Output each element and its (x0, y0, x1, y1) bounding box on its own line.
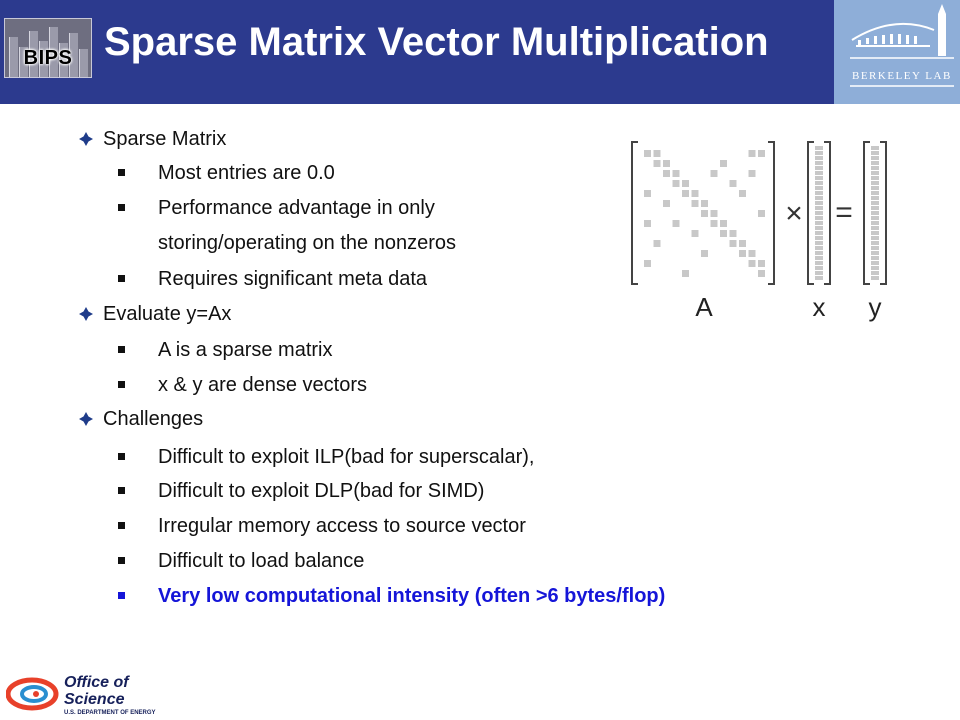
matrix-nonzero-cell (682, 190, 689, 197)
vector-cell (815, 231, 823, 235)
vector-cell (815, 181, 823, 185)
spmv-diagram-svg (622, 136, 902, 336)
square-bullet-icon (118, 592, 125, 599)
matrix-nonzero-cell (749, 260, 756, 267)
square-bullet-icon (118, 522, 125, 529)
sub-bullet: x & y are dense vectors (158, 374, 367, 397)
sub-bullet: Most entries are 0.0 (158, 162, 335, 185)
matrix-nonzero-cell (673, 220, 680, 227)
matrix-nonzero-cell (682, 180, 689, 187)
vector-cell (871, 186, 879, 190)
vector-cell (871, 266, 879, 270)
bullet-sparse-matrix: Sparse Matrix (103, 128, 226, 151)
matrix-nonzero-cell (701, 210, 708, 217)
spmv-diagram (622, 136, 902, 341)
vector-cell (871, 246, 879, 250)
vector-cell (871, 221, 879, 225)
office-of-science-title: Office of Science (64, 674, 129, 708)
sub-bullet-highlight: Very low computational intensity (often >6 bytes/flop) (158, 585, 665, 608)
vector-y (864, 142, 886, 284)
vector-cell (871, 241, 879, 245)
bips-logo (4, 18, 92, 78)
vector-cell (815, 251, 823, 255)
square-bullet-icon (118, 557, 125, 564)
matrix-nonzero-cell (644, 220, 651, 227)
sub-bullet: Performance advantage in only (158, 197, 435, 220)
sub-bullet: Requires significant meta data (158, 268, 427, 291)
sub-bullet: Difficult to load balance (158, 550, 364, 573)
vector-cell (871, 206, 879, 210)
vector-cell (871, 211, 879, 215)
square-bullet-icon (118, 275, 125, 282)
matrix-nonzero-cell (758, 150, 765, 157)
title-bar (0, 0, 960, 104)
square-bullet-icon (118, 346, 125, 353)
vector-cell (871, 151, 879, 155)
matrix-nonzero-cell (749, 250, 756, 257)
matrix-nonzero-cell (654, 150, 661, 157)
diamond-bullet-icon (79, 307, 93, 321)
vector-cell (815, 176, 823, 180)
matrix-nonzero-cell (692, 230, 699, 237)
sub-bullet: Irregular memory access to source vector (158, 515, 526, 538)
vector-cell (871, 166, 879, 170)
matrix-nonzero-cell (711, 220, 718, 227)
matrix-nonzero-cell (663, 170, 670, 177)
vector-cell (815, 271, 823, 275)
vector-cell (871, 216, 879, 220)
matrix-nonzero-cell (701, 200, 708, 207)
vector-cell (815, 211, 823, 215)
matrix-nonzero-cell (654, 160, 661, 167)
sub-bullet: Difficult to exploit DLP(bad for SIMD) (158, 480, 484, 503)
matrix-nonzero-cell (644, 260, 651, 267)
vector-cell (815, 221, 823, 225)
matrix-nonzero-cell (749, 150, 756, 157)
matrix-nonzero-cell (654, 240, 661, 247)
vector-cell (871, 276, 879, 280)
vector-y-label: y (868, 292, 882, 322)
lab-building-icon (834, 0, 960, 104)
matrix-nonzero-cell (644, 190, 651, 197)
berkeley-lab-text: BERKELEY LAB (852, 70, 952, 82)
vector-cell (871, 261, 879, 265)
matrix-nonzero-cell (749, 170, 756, 177)
vector-cell (871, 226, 879, 230)
matrix-nonzero-cell (692, 200, 699, 207)
matrix-nonzero-cell (758, 210, 765, 217)
vector-cell (815, 266, 823, 270)
vector-cell (871, 171, 879, 175)
matrix-nonzero-cell (663, 200, 670, 207)
vector-cell (815, 201, 823, 205)
vector-cell (871, 156, 879, 160)
vector-cell (871, 201, 879, 205)
square-bullet-icon (118, 381, 125, 388)
vector-cell (815, 151, 823, 155)
vector-cell (815, 226, 823, 230)
matrix-nonzero-cell (720, 230, 727, 237)
vector-cell (871, 176, 879, 180)
vector-cell (871, 271, 879, 275)
vector-cell (815, 241, 823, 245)
vector-cell (815, 236, 823, 240)
diamond-bullet-icon (79, 132, 93, 146)
sub-bullet: A is a sparse matrix (158, 339, 333, 362)
vector-cell (815, 196, 823, 200)
matrix-nonzero-cell (739, 240, 746, 247)
vector-cell (871, 196, 879, 200)
vector-cell (815, 166, 823, 170)
vector-cell (815, 191, 823, 195)
square-bullet-icon (118, 487, 125, 494)
matrix-nonzero-cell (673, 170, 680, 177)
doe-swirl-icon (6, 670, 62, 718)
vector-cell (815, 171, 823, 175)
matrix-nonzero-cell (730, 240, 737, 247)
matrix-nonzero-cell (720, 220, 727, 227)
vector-cell (815, 161, 823, 165)
vector-cell (871, 231, 879, 235)
matrix-nonzero-cell (739, 250, 746, 257)
vector-cell (815, 206, 823, 210)
square-bullet-icon (118, 169, 125, 176)
matrix-nonzero-cell (692, 190, 699, 197)
matrix-nonzero-cell (673, 180, 680, 187)
matrix-nonzero-cell (663, 160, 670, 167)
vector-x-label: x (812, 292, 826, 322)
bips-logo-text: BIPS (23, 47, 73, 69)
slide-title: Sparse Matrix Vector Multiplication (104, 20, 769, 64)
vector-cell (815, 256, 823, 260)
matrix-nonzero-cell (701, 250, 708, 257)
vector-cell (871, 161, 879, 165)
vector-cell (871, 256, 879, 260)
sub-bullet: Difficult to exploit ILP(bad for superscalar), (158, 446, 534, 469)
vector-cell (871, 146, 879, 150)
equals-sign: = (835, 196, 853, 229)
vector-cell (871, 181, 879, 185)
matrix-nonzero-cell (711, 170, 718, 177)
square-bullet-icon (118, 453, 125, 460)
sub-bullet-continuation: storing/operating on the nonzeros (158, 232, 456, 254)
matrix-nonzero-cell (720, 160, 727, 167)
vector-cell (815, 156, 823, 160)
matrix-nonzero-cell (644, 150, 651, 157)
vector-cell (815, 261, 823, 265)
vector-cell (815, 276, 823, 280)
bullet-challenges: Challenges (103, 408, 203, 431)
times-sign: × (785, 197, 803, 230)
matrix-nonzero-cell (682, 270, 689, 277)
matrix-a-label: A (695, 292, 713, 322)
vector-cell (815, 186, 823, 190)
vector-x (808, 142, 830, 284)
vector-cell (871, 236, 879, 240)
vector-cell (871, 251, 879, 255)
matrix-nonzero-cell (758, 260, 765, 267)
vector-cell (871, 191, 879, 195)
office-of-science-logo (6, 664, 156, 720)
matrix-nonzero-cell (730, 230, 737, 237)
vector-cell (815, 146, 823, 150)
matrix-nonzero-cell (758, 270, 765, 277)
department-text: U.S. DEPARTMENT OF ENERGY (64, 710, 156, 716)
bullet-evaluate: Evaluate y=Ax (103, 303, 231, 326)
matrix-nonzero-cell (739, 190, 746, 197)
matrix-nonzero-cell (730, 180, 737, 187)
berkeley-lab-logo (834, 0, 960, 104)
vector-cell (815, 216, 823, 220)
vector-cell (815, 246, 823, 250)
matrix-a (632, 142, 774, 284)
diamond-bullet-icon (79, 412, 93, 426)
square-bullet-icon (118, 204, 125, 211)
matrix-nonzero-cell (711, 210, 718, 217)
